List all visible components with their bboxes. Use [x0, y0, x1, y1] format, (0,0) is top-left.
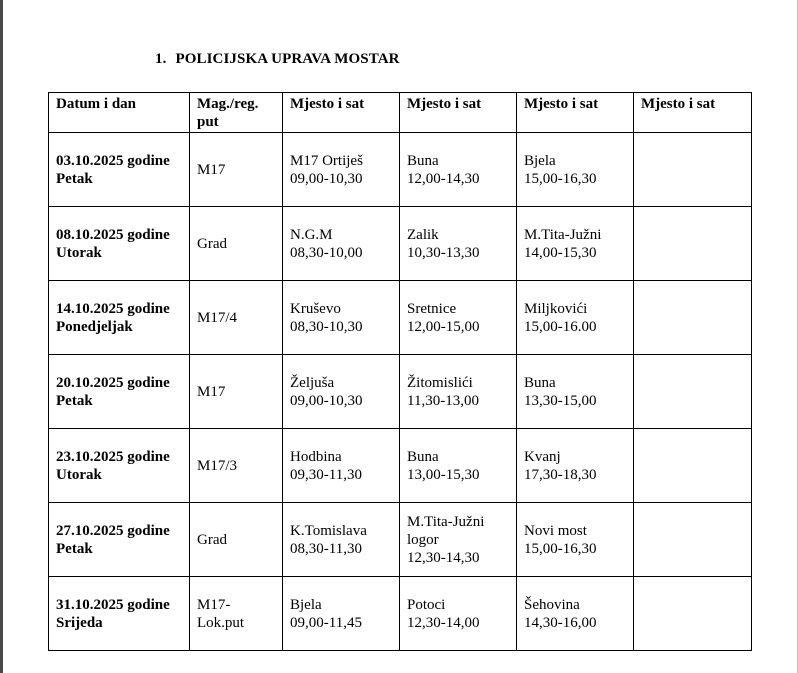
cell-line: 31.10.2025 godine — [56, 596, 170, 613]
cell-line: 10,30-13,30 — [407, 244, 480, 261]
cell-line: 23.10.2025 godine — [56, 448, 170, 465]
place-time-cell — [517, 207, 634, 281]
cell-line: 09,30-11,30 — [290, 466, 362, 483]
table-row — [49, 577, 752, 651]
cell-line: Petak — [56, 540, 93, 557]
cell-line: N.G.M — [290, 226, 333, 243]
cell-line: Srijeda — [56, 614, 103, 631]
cell-line: 12,30-14,00 — [407, 614, 480, 631]
cell-line: Grad — [197, 531, 227, 548]
place-time-cell — [517, 503, 634, 577]
date-cell — [49, 503, 190, 577]
date-cell — [49, 355, 190, 429]
cell-line: Bjela — [524, 152, 556, 169]
cell-line: Petak — [56, 392, 93, 409]
cell-line: 20.10.2025 godine — [56, 374, 170, 391]
cell-line: 12,30-14,30 — [407, 549, 480, 566]
cell-line: K.Tomislava — [290, 522, 367, 539]
table-header-row — [49, 93, 752, 133]
cell-line: 13,00-15,30 — [407, 466, 480, 483]
cell-line: 15,00-16,30 — [524, 170, 597, 187]
cell-line: 14,00-15,30 — [524, 244, 597, 261]
place-time-cell — [400, 429, 517, 503]
table-row — [49, 281, 752, 355]
cell-line: 08,30-11,30 — [290, 540, 362, 557]
table-row — [49, 133, 752, 207]
date-cell — [49, 207, 190, 281]
cell-line: 27.10.2025 godine — [56, 522, 170, 539]
page-left-edge — [0, 0, 3, 673]
road-cell — [190, 281, 283, 355]
table-row — [49, 355, 752, 429]
cell-line: 12,00-15,00 — [407, 318, 480, 335]
cell-line: Kvanj — [524, 448, 561, 465]
cell-line: M.Tita-Južni — [524, 226, 602, 243]
place-time-cell — [517, 355, 634, 429]
cell-line: 15,00-16.00 — [524, 318, 597, 335]
cell-line: Buna — [524, 374, 556, 391]
place-time-cell-empty — [634, 207, 752, 281]
cell-line: Bjela — [290, 596, 322, 613]
cell-line: 09,00-10,30 — [290, 392, 363, 409]
cell-line: M17 — [197, 161, 226, 178]
cell-line: 13,30-15,00 — [524, 392, 597, 409]
header-place-time-4: Mjesto i sat — [634, 93, 752, 133]
cell-line: Hodbina — [290, 448, 342, 465]
header-place-time-2: Mjesto i sat — [400, 93, 517, 133]
place-time-cell-empty — [634, 281, 752, 355]
cell-line: 08,30-10,00 — [290, 244, 363, 261]
date-cell — [49, 577, 190, 651]
cell-line: Miljkovići — [524, 300, 588, 317]
place-time-cell — [400, 133, 517, 207]
cell-line: Utorak — [56, 466, 102, 483]
cell-line: 09,00-10,30 — [290, 170, 363, 187]
place-time-cell-empty — [634, 133, 752, 207]
road-cell — [190, 355, 283, 429]
place-time-cell — [400, 503, 517, 577]
cell-line: Žitomislići — [407, 374, 473, 391]
road-cell — [190, 577, 283, 651]
header-place-time-3: Mjesto i sat — [517, 93, 634, 133]
section-heading — [155, 51, 400, 68]
place-time-cell — [283, 503, 400, 577]
cell-line: M17/4 — [197, 309, 238, 326]
place-time-cell — [283, 577, 400, 651]
cell-line: Kruševo — [290, 300, 341, 317]
place-time-cell — [517, 577, 634, 651]
section-title: POLICIJSKA UPRAVA MOSTAR — [175, 51, 400, 67]
place-time-cell — [400, 577, 517, 651]
place-time-cell-empty — [634, 577, 752, 651]
cell-line: Lok.put — [197, 614, 245, 631]
place-time-cell — [283, 207, 400, 281]
cell-line: Grad — [197, 235, 227, 252]
table-row — [49, 429, 752, 503]
cell-line: 15,00-16,30 — [524, 540, 597, 557]
date-cell — [49, 133, 190, 207]
cell-line: logor — [407, 531, 439, 548]
cell-line: M17- — [197, 596, 231, 613]
cell-line: 09,00-11,45 — [290, 614, 362, 631]
cell-line: Ponedjeljak — [56, 318, 133, 335]
cell-line: 08,30-10,30 — [290, 318, 363, 335]
header-place-time-1: Mjesto i sat — [283, 93, 400, 133]
date-cell — [49, 429, 190, 503]
header-line: put — [197, 114, 219, 130]
cell-line: Utorak — [56, 244, 102, 261]
place-time-cell-empty — [634, 429, 752, 503]
header-date-day — [49, 93, 190, 133]
date-cell — [49, 281, 190, 355]
cell-line: 03.10.2025 godine — [56, 152, 170, 169]
cell-line: Potoci — [407, 596, 446, 613]
place-time-cell — [283, 133, 400, 207]
table-row — [49, 503, 752, 577]
cell-line: Buna — [407, 448, 439, 465]
place-time-cell — [400, 207, 517, 281]
cell-line: M17 Ortiješ — [290, 152, 363, 169]
cell-line: Sretnice — [407, 300, 457, 317]
section-number: 1. — [155, 51, 167, 67]
cell-line: Petak — [56, 170, 93, 187]
cell-line: Šehovina — [524, 596, 580, 613]
place-time-cell-empty — [634, 503, 752, 577]
place-time-cell — [517, 133, 634, 207]
place-time-cell — [517, 429, 634, 503]
place-time-cell — [283, 281, 400, 355]
cell-line: Željuša — [290, 374, 335, 391]
schedule-table — [48, 92, 752, 651]
header-road — [190, 93, 283, 133]
header-line: Datum i dan — [56, 96, 137, 112]
table-row — [49, 207, 752, 281]
cell-line: 12,00-14,30 — [407, 170, 480, 187]
place-time-cell — [283, 355, 400, 429]
cell-line: Zalik — [407, 226, 439, 243]
place-time-cell — [517, 281, 634, 355]
cell-line: 17,30-18,30 — [524, 466, 597, 483]
cell-line: 14,30-16,00 — [524, 614, 597, 631]
place-time-cell — [400, 281, 517, 355]
road-cell — [190, 207, 283, 281]
cell-line: 08.10.2025 godine — [56, 226, 170, 243]
cell-line: 14.10.2025 godine — [56, 300, 170, 317]
header-line: Mag./reg. — [197, 96, 259, 112]
road-cell — [190, 133, 283, 207]
place-time-cell — [283, 429, 400, 503]
cell-line: 11,30-13,00 — [407, 392, 479, 409]
cell-line: M17/3 — [197, 457, 238, 474]
cell-line: M17 — [197, 383, 226, 400]
cell-line: Novi most — [524, 522, 587, 539]
cell-line: M.Tita-Južni — [407, 513, 485, 530]
place-time-cell-empty — [634, 355, 752, 429]
road-cell — [190, 503, 283, 577]
cell-line: Buna — [407, 152, 439, 169]
road-cell — [190, 429, 283, 503]
place-time-cell — [400, 355, 517, 429]
